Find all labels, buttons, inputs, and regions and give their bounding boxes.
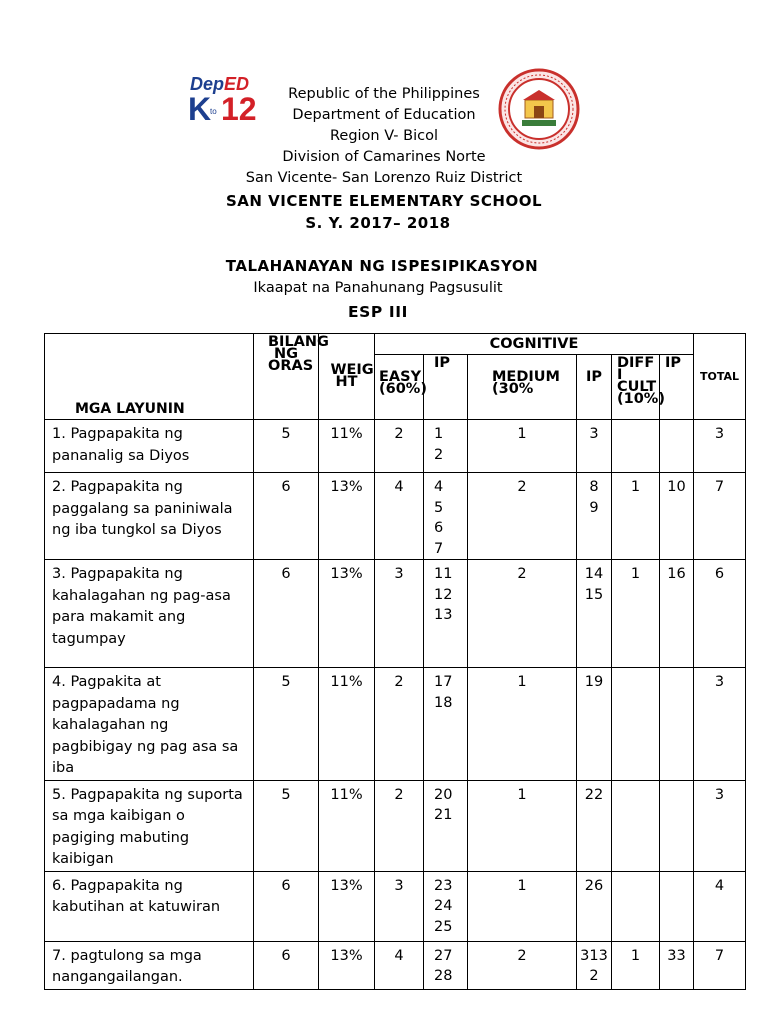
cell-objective: 2. Pagpapakita ng paggalang sa paniniwala ng iba tungkol sa Diyos xyxy=(45,473,254,560)
header-total: TOTAL xyxy=(694,334,746,420)
cell-medium: 1 xyxy=(468,780,577,871)
cell-difficult: 1 xyxy=(612,473,660,560)
cell-objective: 1. Pagpapakita ng pananalig sa Diyos xyxy=(45,420,254,473)
cell-weight: 11% xyxy=(319,780,375,871)
specification-table xyxy=(44,333,746,990)
cell-objective: 3. Pagpapakita ng kahalagahan ng pag-asa para makamit ang tagumpay xyxy=(45,560,254,668)
cell-ip-medium: 3 xyxy=(577,420,612,473)
cell-medium: 1 xyxy=(468,871,577,941)
cell-medium: 2 xyxy=(468,941,577,989)
cell-ip-medium: 14 15 xyxy=(577,560,612,668)
cell-total: 4 xyxy=(694,871,746,941)
cell-total: 7 xyxy=(694,473,746,560)
cell-ip-easy: 1 2 xyxy=(424,420,468,473)
table-row xyxy=(45,420,746,473)
cell-difficult xyxy=(612,420,660,473)
cell-ip-medium: 8 9 xyxy=(577,473,612,560)
school-name: SAN VICENTE ELEMENTARY SCHOOL xyxy=(225,192,543,210)
table-row xyxy=(45,780,746,871)
cell-weight: 13% xyxy=(319,941,375,989)
header-line-1: Republic of the Philippines xyxy=(288,86,480,102)
cell-difficult xyxy=(612,871,660,941)
cell-hours: 5 xyxy=(254,780,319,871)
cell-hours: 6 xyxy=(254,871,319,941)
subject-title: ESP III xyxy=(347,303,408,321)
svg-text:Dep: Dep xyxy=(190,74,225,94)
cell-difficult: 1 xyxy=(612,560,660,668)
cell-hours: 5 xyxy=(254,668,319,781)
cell-objective: 6. Pagpapakita ng kabutihan at katuwiran xyxy=(45,871,254,941)
header-weight: WEIG HT xyxy=(319,334,375,420)
cell-ip-easy: 4 5 6 7 xyxy=(424,473,468,560)
header-line-5: San Vicente- San Lorenzo Ruiz District xyxy=(245,170,523,186)
cell-ip-medium: 26 xyxy=(577,871,612,941)
cell-ip-difficult: 16 xyxy=(660,560,694,668)
cell-ip-medium: 313 2 xyxy=(577,941,612,989)
school-year: S. Y. 2017– 2018 xyxy=(305,214,451,232)
svg-text:to: to xyxy=(210,107,217,116)
cell-medium: 1 xyxy=(468,668,577,781)
table-row xyxy=(45,871,746,941)
cell-hours: 6 xyxy=(254,560,319,668)
header-ip-medium: IP xyxy=(577,355,612,420)
header-objectives: MGA LAYUNIN xyxy=(45,334,254,420)
document-title: TALAHANAYAN NG ISPESIPIKASYON xyxy=(225,257,539,275)
header-line-2: Department of Education xyxy=(292,107,476,123)
cell-total: 6 xyxy=(694,560,746,668)
cell-hours: 6 xyxy=(254,473,319,560)
cell-weight: 11% xyxy=(319,420,375,473)
cell-weight: 13% xyxy=(319,871,375,941)
document-subtitle: Ikaapat na Panahunang Pagsusulit xyxy=(253,280,503,296)
cell-medium: 1 xyxy=(468,420,577,473)
cell-ip-difficult xyxy=(660,420,694,473)
cell-easy: 4 xyxy=(375,941,424,989)
cell-objective: 5. Pagpapakita ng suporta sa mga kaibigan o pagiging mabuting kaibigan xyxy=(45,780,254,871)
cell-difficult xyxy=(612,780,660,871)
header-ip-easy: IP xyxy=(424,355,468,420)
cell-total: 3 xyxy=(694,668,746,781)
cell-objective: 4. Pagpakita at pagpapadama ng kahalagahan ng pagbibigay ng pag asa sa iba xyxy=(45,668,254,781)
table-row xyxy=(45,560,746,668)
cell-objective: 7. pagtulong sa mga nangangailangan. xyxy=(45,941,254,989)
cell-easy: 4 xyxy=(375,473,424,560)
cell-ip-difficult: 10 xyxy=(660,473,694,560)
cell-ip-medium: 22 xyxy=(577,780,612,871)
cell-total: 3 xyxy=(694,420,746,473)
cell-medium: 2 xyxy=(468,560,577,668)
cell-hours: 6 xyxy=(254,941,319,989)
cell-ip-medium: 19 xyxy=(577,668,612,781)
cell-easy: 2 xyxy=(375,668,424,781)
header-easy: EASY (60%) xyxy=(375,355,424,420)
table-row xyxy=(45,668,746,781)
cell-weight: 11% xyxy=(319,668,375,781)
cell-ip-easy: 20 21 xyxy=(424,780,468,871)
cell-weight: 13% xyxy=(319,560,375,668)
cell-difficult xyxy=(612,668,660,781)
svg-text:K: K xyxy=(188,91,212,124)
cell-ip-difficult xyxy=(660,780,694,871)
svg-text:ED: ED xyxy=(224,74,250,94)
cell-difficult: 1 xyxy=(612,941,660,989)
cell-easy: 3 xyxy=(375,871,424,941)
cell-total: 3 xyxy=(694,780,746,871)
cell-ip-easy: 11 12 13 xyxy=(424,560,468,668)
cell-ip-easy: 17 18 xyxy=(424,668,468,781)
cell-total: 7 xyxy=(694,941,746,989)
header-cognitive: COGNITIVE xyxy=(375,334,694,355)
cell-ip-difficult: 33 xyxy=(660,941,694,989)
cell-easy: 2 xyxy=(375,420,424,473)
cell-ip-easy: 27 28 xyxy=(424,941,468,989)
header-hours: BILANG NG ORAS xyxy=(254,334,319,420)
header-ip-difficult: IP xyxy=(660,355,694,420)
header-line-3: Region V- Bicol xyxy=(329,128,438,144)
table-header-row-1 xyxy=(45,334,746,355)
table-row xyxy=(45,941,746,989)
cell-medium: 2 xyxy=(468,473,577,560)
cell-hours: 5 xyxy=(254,420,319,473)
cell-easy: 2 xyxy=(375,780,424,871)
cell-ip-difficult xyxy=(660,871,694,941)
table-row xyxy=(45,473,746,560)
header-medium: MEDIUM (30% xyxy=(468,355,577,420)
header-difficult: DIFF I CULT (10%) xyxy=(612,355,660,420)
cell-ip-difficult xyxy=(660,668,694,781)
cell-weight: 13% xyxy=(319,473,375,560)
header-line-4: Division of Camarines Norte xyxy=(282,149,486,165)
cell-ip-easy: 23 24 25 xyxy=(424,871,468,941)
svg-text:12: 12 xyxy=(221,91,257,124)
cell-easy: 3 xyxy=(375,560,424,668)
